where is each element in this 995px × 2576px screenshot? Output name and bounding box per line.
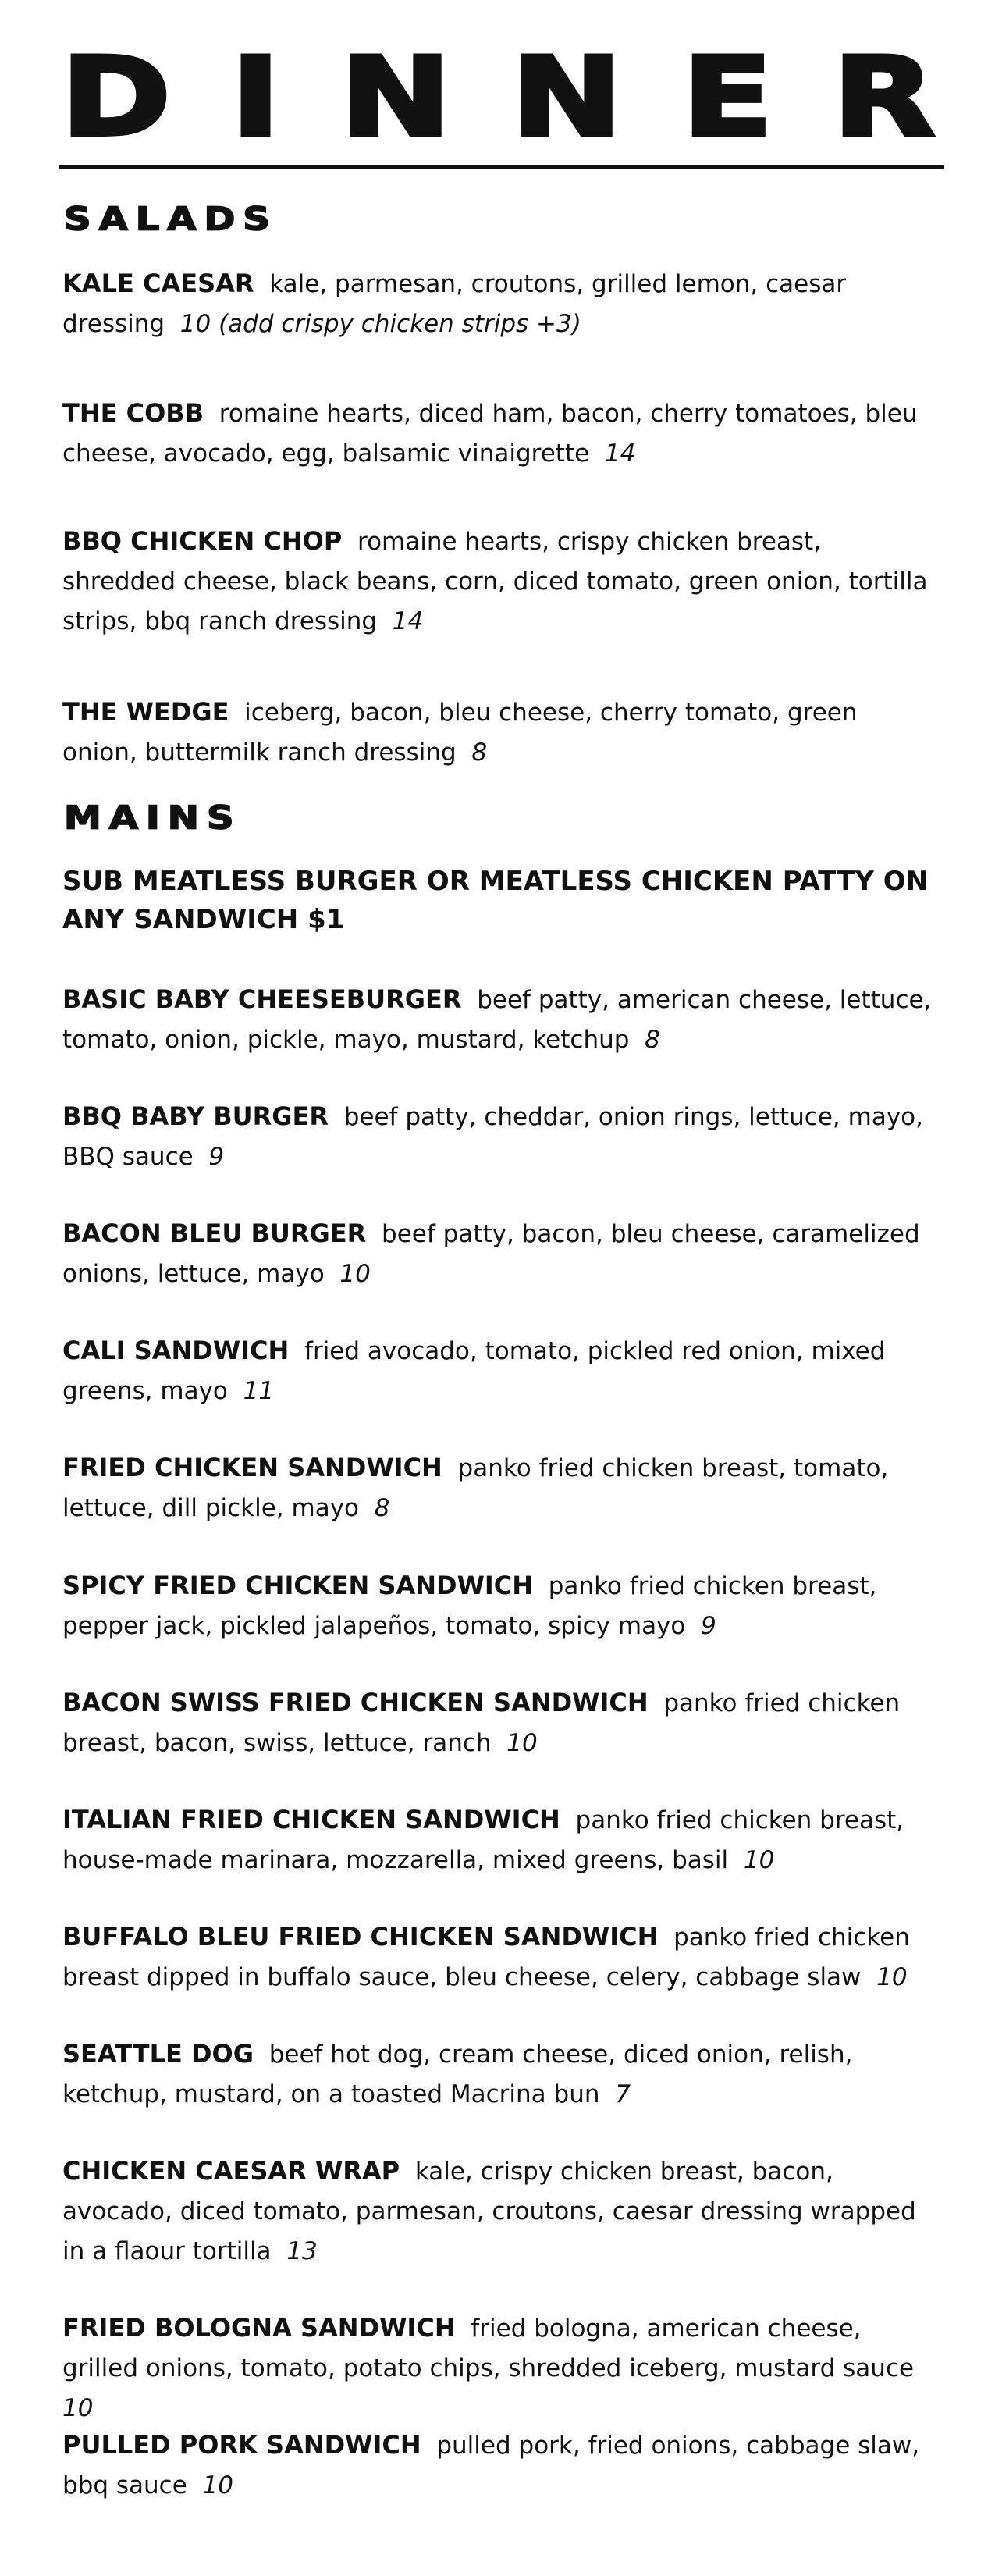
item-price: 9 [208, 1143, 225, 1171]
item-price: 10 [506, 1729, 538, 1757]
item-name: BACON BLEU BURGER [62, 1219, 367, 1248]
item-price: 8 [374, 1494, 390, 1522]
menu-item [62, 1800, 936, 1880]
item-description: fried bologna, american cheese, grilled onions, tomato, potato chips, shredded iceberg, mustard sauce [62, 2314, 915, 2382]
item-name: FRIED CHICKEN SANDWICH [62, 1453, 442, 1482]
title-divider [59, 165, 944, 169]
item-description: beef patty, bacon, bleu cheese, caramelized onions, lettuce, mayo [62, 1220, 920, 1288]
item-description: panko fried chicken breast, house-made marinara, mozzarella, mixed greens, basil [62, 1806, 904, 1874]
menu-item [62, 2151, 936, 2272]
menu-item [62, 2425, 936, 2506]
title-letter: N [511, 34, 623, 162]
item-price: 9 [701, 1612, 716, 1640]
item-name: BUFFALO BLEU FRIED CHICKEN SANDWICH [62, 1922, 659, 1952]
item-price: 11 [243, 1377, 275, 1405]
item-description: panko fried chicken breast, pepper jack, pickled jalapeños, tomato, spicy mayo [62, 1572, 877, 1640]
substitution-notice: SUB MEATLESS BURGER OR MEATLESS CHICKEN PATTY ON ANY SANDWICH $1 [62, 866, 929, 935]
item-name: ITALIAN FRIED CHICKEN SANDWICH [62, 1805, 560, 1834]
item-description: panko fried chicken breast, bacon, swiss, lettuce, ranch [62, 1689, 901, 1757]
item-price: 7 [615, 2080, 631, 2108]
item-description: iceberg, bacon, bleu cheese, cherry tomato, green onion, buttermilk ranch dressing [62, 699, 858, 767]
menu-item [62, 1448, 936, 1528]
item-name: SEATTLE DOG [62, 2039, 254, 2069]
menu-item [62, 1214, 936, 1294]
item-name: KALE CAESAR [62, 269, 254, 298]
item-description: beef hot dog, cream cheese, diced onion, relish, ketchup, mustard, on a toasted Macrina bun [62, 2041, 853, 2108]
item-description: beef patty, american cheese, lettuce, tomato, onion, pickle, mayo, mustard, ketchup [62, 986, 932, 1054]
item-name: BBQ CHICKEN CHOP [62, 526, 343, 556]
section-heading-salads: SALADS [64, 201, 278, 238]
section-heading-mains: MAINS [64, 799, 242, 837]
menu-item [62, 2034, 936, 2115]
menu-item [62, 980, 936, 1060]
menu-item [62, 2308, 936, 2428]
item-description: panko fried chicken breast, tomato, lettuce, dill pickle, mayo [62, 1454, 889, 1522]
item-description: panko fried chicken breast dipped in buffalo sauce, bleu cheese, celery, cabbage slaw [62, 1923, 910, 1991]
item-name: SPICY FRIED CHICKEN SANDWICH [62, 1571, 534, 1600]
item-name: CHICKEN CAESAR WRAP [62, 2156, 400, 2186]
item-description: pulled pork, fried onions, cabbage slaw, bbq sauce [62, 2432, 920, 2500]
item-price: 10 [743, 1846, 775, 1874]
title-letter: I [230, 34, 281, 162]
item-name: BACON SWISS FRIED CHICKEN SANDWICH [62, 1688, 649, 1717]
item-description: romaine hearts, diced ham, bacon, cherry tomatoes, bleu cheese, avocado, egg, balsamic vinaigrette [62, 400, 918, 468]
menu-item [62, 1097, 936, 1177]
item-price: 8 [645, 1026, 660, 1054]
item-description: romaine hearts, crispy chicken breast, shredded cheese, black beans, corn, diced tomato, green onion, tortilla strips, bbq ranch dressing [62, 528, 928, 635]
menu-item [62, 264, 936, 344]
item-name: BASIC BABY CHEESEBURGER [62, 984, 462, 1014]
item-price: 10 [62, 2394, 94, 2422]
menu-item [62, 521, 936, 642]
title-letter: E [682, 34, 773, 162]
menu-item [62, 393, 936, 474]
menu-item [62, 1331, 936, 1411]
menu-item [62, 692, 936, 773]
title-letter: N [339, 34, 452, 162]
item-price: 8 [471, 738, 488, 767]
menu-item [62, 1683, 936, 1763]
item-name: CALI SANDWICH [62, 1336, 290, 1365]
menu-item [62, 1566, 936, 1646]
item-name: BBQ BABY BURGER [62, 1101, 329, 1131]
title-letter: D [61, 34, 172, 162]
item-price: 10 [339, 1260, 371, 1288]
item-price: 10 [202, 2471, 233, 2500]
item-name: THE COBB [62, 398, 204, 428]
item-description: beef patty, cheddar, onion rings, lettuce, mayo, BBQ sauce [62, 1103, 923, 1171]
item-price: 14 [604, 439, 636, 468]
item-name: PULLED PORK SANDWICH [62, 2430, 421, 2460]
title-letter: R [833, 34, 935, 162]
item-price: 13 [286, 2237, 318, 2265]
item-price: 10 (add crispy chicken strips +3) [179, 310, 581, 338]
item-description: kale, crispy chicken breast, bacon, avocado, diced tomato, parmesan, croutons, caesar dressing wrapped in a flaour tortilla [62, 2158, 916, 2265]
item-name: FRIED BOLOGNA SANDWICH [62, 2313, 456, 2343]
item-price: 10 [876, 1963, 908, 1991]
page-title [61, 34, 935, 162]
menu-item [62, 1917, 936, 1998]
item-name: THE WEDGE [62, 697, 229, 727]
item-price: 14 [392, 607, 424, 635]
item-description: fried avocado, tomato, pickled red onion, mixed greens, mayo [62, 1337, 886, 1405]
item-description: kale, parmesan, croutons, grilled lemon, caesar dressing [62, 270, 847, 338]
